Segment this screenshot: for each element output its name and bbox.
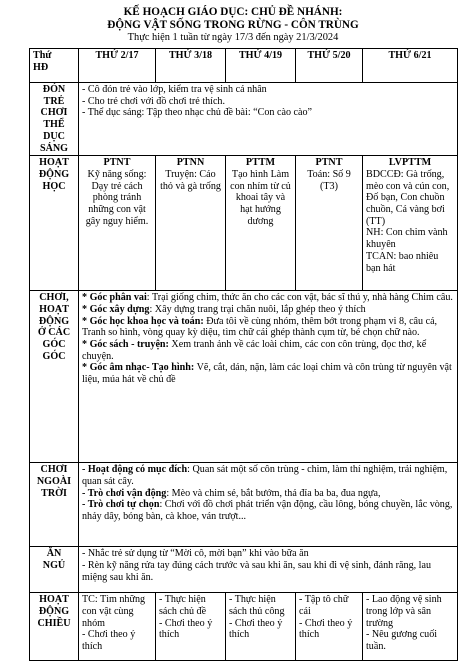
list-item: [82, 316, 454, 339]
lesson-title: PTNN: [176, 157, 205, 169]
afternoon-cell: - Thực hiện sách thủ công - Chơi theo ý thích: [226, 593, 296, 661]
item-text: : Mèo và chim sẻ, bắt bướm, thả đỉa ba ba, đua ngựa,: [166, 487, 381, 499]
list-item: [82, 304, 454, 316]
table-row: [30, 291, 458, 463]
lesson-cell: [226, 156, 296, 291]
list-item: [82, 362, 454, 385]
day-header: THỨ 4/19: [226, 49, 296, 83]
afternoon-cell: TC: Tìm những con vật cùng nhóm - Chơi theo ý thích: [79, 593, 156, 661]
lesson-body: Tạo hình Làm con nhím từ củ khoai tây và hạt hướng dương: [230, 168, 291, 227]
table-row: [30, 547, 458, 593]
item-text: Xem tranh ảnh về các loài chim, các con côn trùng, đọc thơ, kể chuyện.: [82, 339, 427, 362]
item-text: Đưa tôi về cùng nhóm, thêm bớt trong phạm vi 8, câu cá, Tranh so hình, vòng quay kỳ diệu, tìm chữ cái ghép thành cụm từ, bé chọn chữ nào.: [82, 315, 438, 339]
afternoon-cell: - Lao động vệ sinh trong lớp và sân trường - Nêu gương cuối tuần.: [363, 593, 458, 661]
list-item: - Cô đón trẻ vào lớp, kiểm tra vệ sinh cá nhân: [82, 84, 267, 95]
corner-header: [30, 49, 79, 83]
item-head: - Trò chơi vận động: [82, 487, 167, 499]
day-header: THỨ 5/20: [296, 49, 363, 83]
outdoor-activities: [79, 463, 458, 547]
lesson-body: Kỹ năng sống: Dạy trẻ cách phòng tránh những con vật gây nguy hiểm.: [85, 168, 149, 227]
lesson-title: PTNT: [315, 157, 343, 169]
lesson-title: PTNT: [103, 157, 131, 169]
day-header: THỨ 6/21: [363, 49, 458, 83]
item-head: - Hoạt động có mục đích: [82, 464, 188, 476]
list-item: - Nhắc trẻ sử dụng từ “Mời cô, mời bạn” khi vào bữa ăn: [82, 548, 309, 560]
list-item: [82, 292, 454, 304]
table-header-row: [30, 49, 458, 83]
weekly-plan-table: [29, 48, 458, 661]
item-text: : Quan sát một số côn trùng - chim, làm thí nghiệm, trải nghiệm, quan sát cây.: [82, 464, 448, 487]
lesson-body: BDCCĐ: Gà trống, mèo con và cún con, Đố bạn, Con chuồn chuồn, Cá vàng bơi (TT) NH: Con chim vành khuyên TCAN: bao nhiêu bạn hát: [366, 168, 450, 274]
table-row: [30, 83, 458, 156]
row-label: CHƠI, HOẠT ĐỘNG Ở CÁC GÓC GÓC: [30, 291, 79, 463]
list-item: - Cho trẻ chơi với đồ chơi trẻ thích.: [82, 95, 225, 107]
row-label: ĂN NGỦ: [30, 547, 79, 593]
document-period: Thực hiện 1 tuần từ ngày 17/3 đến ngày 21/3/2024: [127, 32, 339, 43]
item-text: : Trại giống chim, thức ăn cho các con vật, bác sĩ thú y, nhà hàng Chim câu.: [146, 292, 453, 304]
list-item: [82, 339, 454, 362]
list-item: - Thể dục sáng: Tập theo nhạc chủ đề bài: “Con cào cào”: [82, 107, 313, 119]
item-head: * Góc âm nhạc- Tạo hình:: [82, 362, 195, 374]
item-text: : Chơi với đồ chơi phát triển vận động, cầu lông, bóng chuyền, lắc vòng, nhảy dây, bóng bàn, cà khoe, ván trượt...: [82, 499, 453, 523]
list-item: [82, 488, 454, 500]
afternoon-cell: - Thực hiện sách chủ đề - Chơi theo ý thích: [156, 593, 226, 661]
list-item: - Rèn kỹ năng rửa tay đúng cách trước và sau khi ăn, sau khi đi vệ sinh, đánh răng, lau miệng sau khi ăn.: [82, 559, 431, 583]
row-label: CHƠI NGOÀI TRỜI: [30, 463, 79, 547]
lesson-cell: [79, 156, 156, 291]
lesson-body: Toán: Số 9 (T3): [307, 168, 351, 192]
lesson-cell: [156, 156, 226, 291]
list-item: [82, 499, 454, 522]
item-head: - Trò chơi tự chọn: [82, 499, 160, 511]
lesson-title: LVPTTM: [388, 157, 432, 169]
morning-activities: [79, 83, 458, 156]
lesson-title: PTTM: [245, 157, 276, 169]
lesson-cell: [296, 156, 363, 291]
document-subtitle: ĐỘNG VẬT SỐNG TRONG RỪNG - CÔN TRÙNG: [107, 19, 359, 31]
document-header: [0, 6, 466, 44]
row-label: HOẠT ĐỘNG CHIỀU: [30, 593, 79, 661]
item-text: Vẽ, cắt, dán, nặn, làm các loại chim và côn trùng từ nguyên vật liệu, múa hát về chủ đề: [82, 362, 452, 386]
document-title: KẾ HOẠCH GIÁO DỤC: CHỦ ĐỀ NHÁNH:: [123, 6, 343, 18]
day-header: THỨ 3/18: [156, 49, 226, 83]
item-head: * Góc sách - truyện:: [82, 339, 169, 351]
row-label: HOẠT ĐỘNG HỌC: [30, 156, 79, 291]
day-header: THỨ 2/17: [79, 49, 156, 83]
item-text: : Xây dựng trang trại chăn nuôi, lắp ghép theo ý thích: [149, 303, 366, 315]
afternoon-cell: - Tập tô chữ cái - Chơi theo ý thích: [296, 593, 363, 661]
table-row: [30, 156, 458, 291]
lesson-body: Truyện: Cáo thỏ và gà trống: [160, 168, 221, 192]
item-head: * Góc xây dựng: [82, 303, 150, 315]
list-item: [82, 464, 454, 487]
meal-nap-activities: [79, 547, 458, 593]
row-label: ĐÓN TRẺ CHƠI THỂ DỤC SÁNG: [30, 83, 79, 156]
table-row: [30, 463, 458, 547]
item-head: * Góc học khoa học và toán:: [82, 315, 204, 327]
table-row: [30, 593, 458, 661]
lesson-cell: [363, 156, 458, 291]
item-head: * Góc phân vai: [82, 292, 147, 304]
corner-label: Thứ HĐ: [33, 50, 52, 73]
corner-activities: [79, 291, 458, 463]
